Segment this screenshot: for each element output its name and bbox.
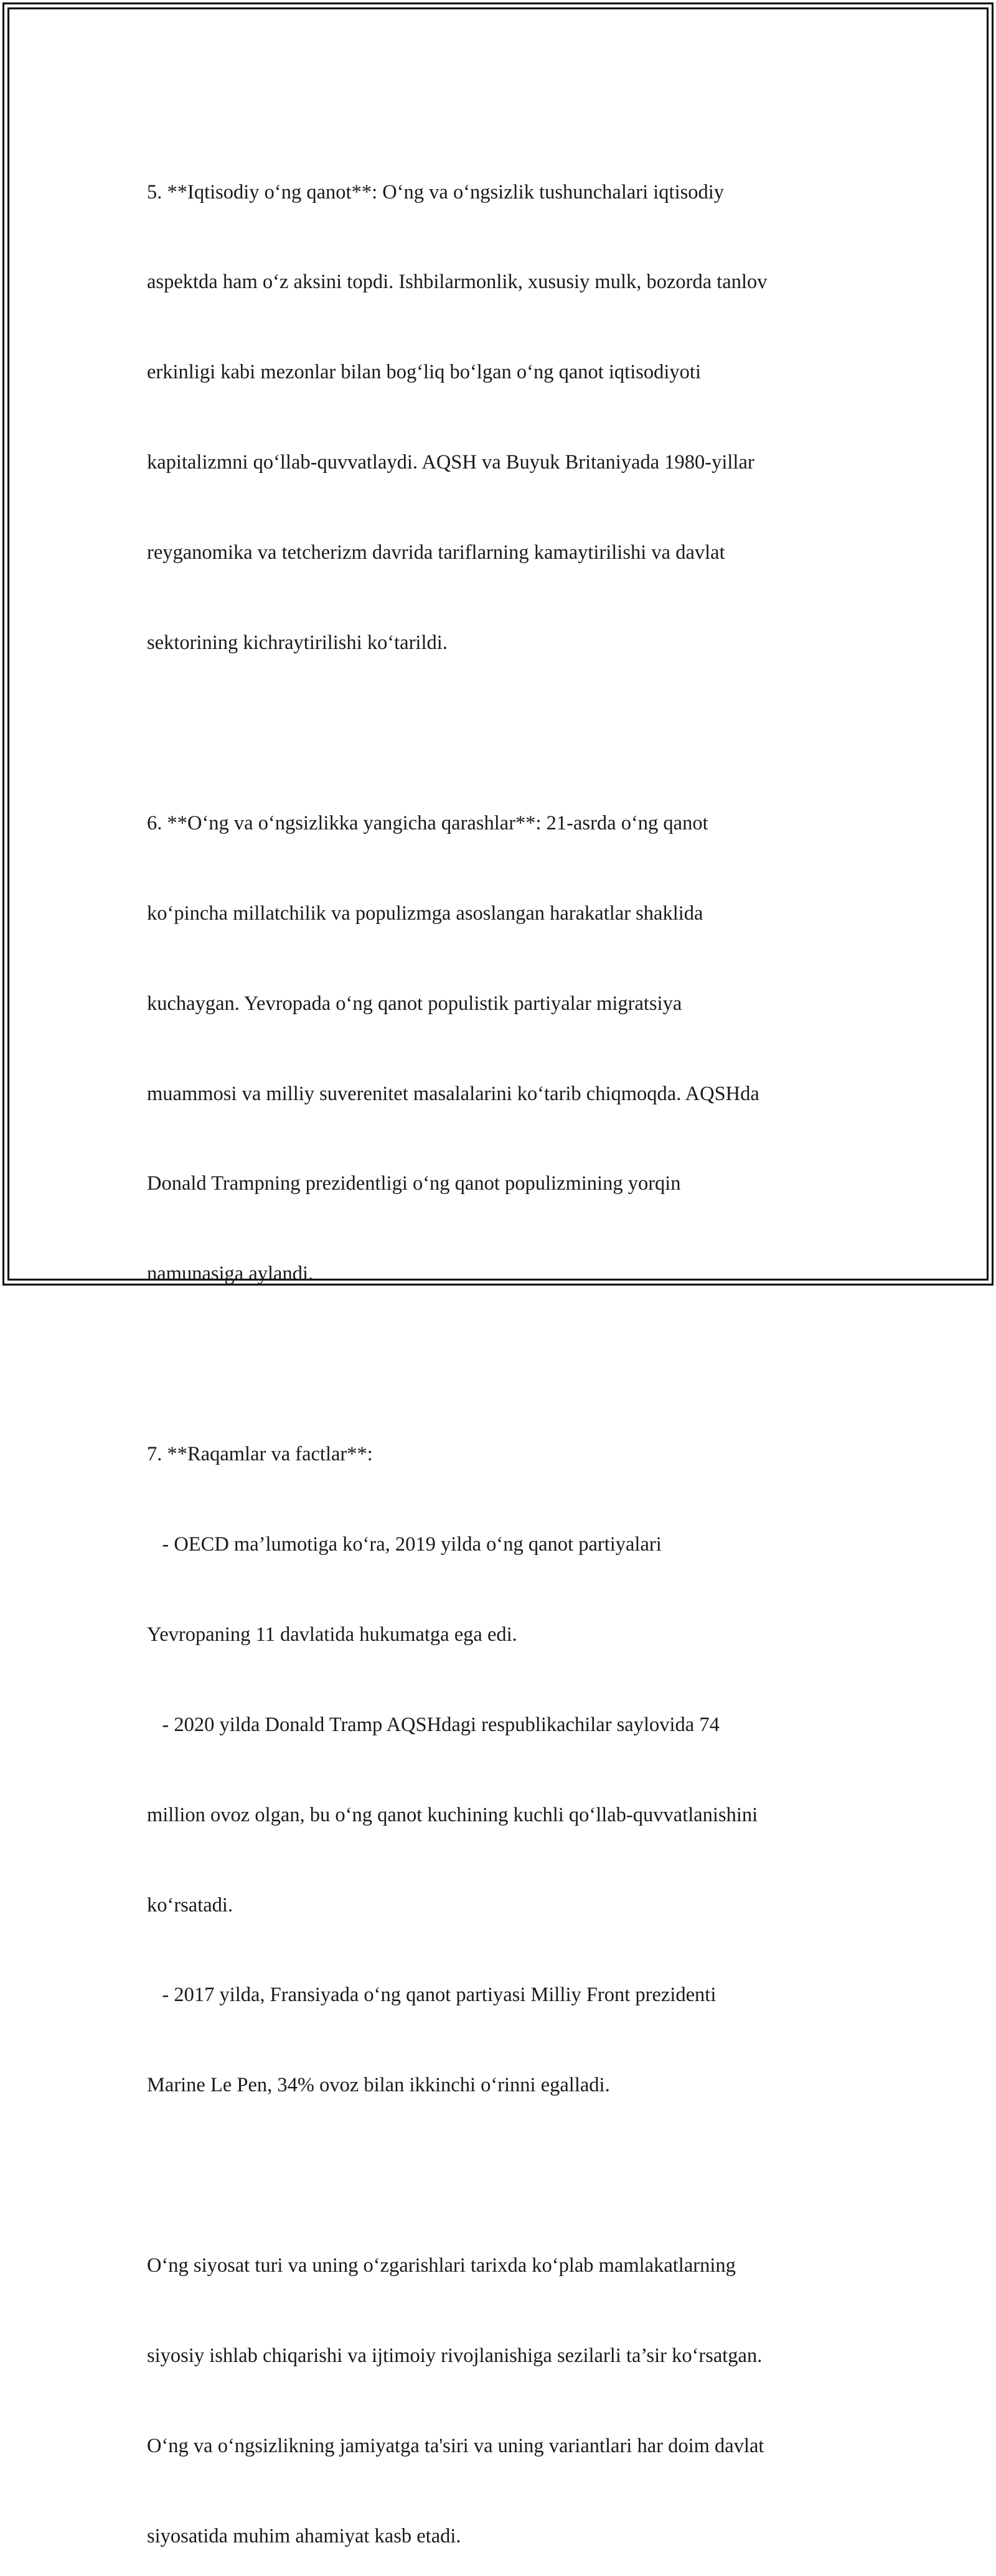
text-line: koʻpincha millatchilik va populizmga asoslangan harakatlar shaklida: [147, 902, 703, 925]
text-line: muammosi va milliy suverenitet masalalarini koʻtarib chiqmoqda. AQSHda: [147, 1082, 759, 1105]
text-line: siyosiy ishlab chiqarishi va ijtimoiy rivojlanishiga sezilarli ta’sir koʻrsatgan.: [147, 2344, 763, 2367]
paragraph-new-views: [147, 748, 857, 1349]
text-line: erkinligi kabi mezonlar bilan bogʻliq boʻlgan oʻng qanot iqtisodiyoti: [147, 361, 701, 384]
text-line: Oʻng siyosat turi va uning oʻzgarishlari tarixda koʻplab mamlakatlarning: [147, 2254, 736, 2277]
paragraph-conclusion: [147, 2190, 857, 2576]
text-line: sektorining kichraytirilishi koʻtarildi.: [147, 632, 448, 655]
text-line: kapitalizmni qoʻllab-quvvatlaydi. AQSH va Buyuk Britaniyada 1980-yillar: [147, 451, 754, 474]
text-line: siyosatida muhim ahamiyat kasb etadi.: [147, 2524, 461, 2547]
text-line: aspektda ham oʻz aksini topdi. Ishbilarmonlik, xususiy mulk, bozorda tanlov: [147, 271, 768, 294]
text-line: reyganomika va tetcherizm davrida tariflarning kamaytirilishi va davlat: [147, 541, 725, 564]
text-line: Oʻng va oʻngsizlikning jamiyatga ta'siri va uning variantlari har doim davlat: [147, 2434, 764, 2457]
text-line: - OECD ma’lumotiga koʻra, 2019 yilda oʻng qanot partiyalari: [147, 1533, 662, 1556]
text-line: namunasiga aylandi.: [147, 1262, 314, 1286]
text-line: 7. **Raqamlar va factlar**:: [147, 1443, 373, 1466]
text-line: - 2020 yilda Donald Tramp AQSHdagi respublikachilar saylovida 74: [147, 1713, 720, 1736]
text-line: Donald Trampning prezidentligi oʻng qanot populizmining yorqin: [147, 1172, 681, 1195]
text-line: - 2017 yilda, Fransiyada oʻng qanot partiyasi Milliy Front prezidenti: [147, 1984, 716, 2007]
text-line: kuchaygan. Yevropada oʻng qanot populistik partiyalar migratsiya: [147, 992, 682, 1015]
document-body: [147, 117, 857, 2576]
text-line: koʻrsatadi.: [147, 1893, 233, 1916]
text-line: Yevropaning 11 davlatida hukumatga ega edi.: [147, 1623, 517, 1646]
paragraph-economic-right: [147, 117, 857, 718]
text-line: 6. **Oʻng va oʻngsizlikka yangicha qarashlar**: 21-asrda oʻng qanot: [147, 811, 708, 834]
text-line: million ovoz olgan, bu oʻng qanot kuchining kuchli qoʻllab-quvvatlanishini: [147, 1803, 758, 1826]
paragraph-numbers-facts: [147, 1379, 857, 2160]
text-line: 5. **Iqtisodiy oʻng qanot**: Oʻng va oʻngsizlik tushunchalari iqtisodiy: [147, 180, 725, 203]
text-line: Marine Le Pen, 34% ovoz bilan ikkinchi oʻrinni egalladi.: [147, 2074, 610, 2097]
